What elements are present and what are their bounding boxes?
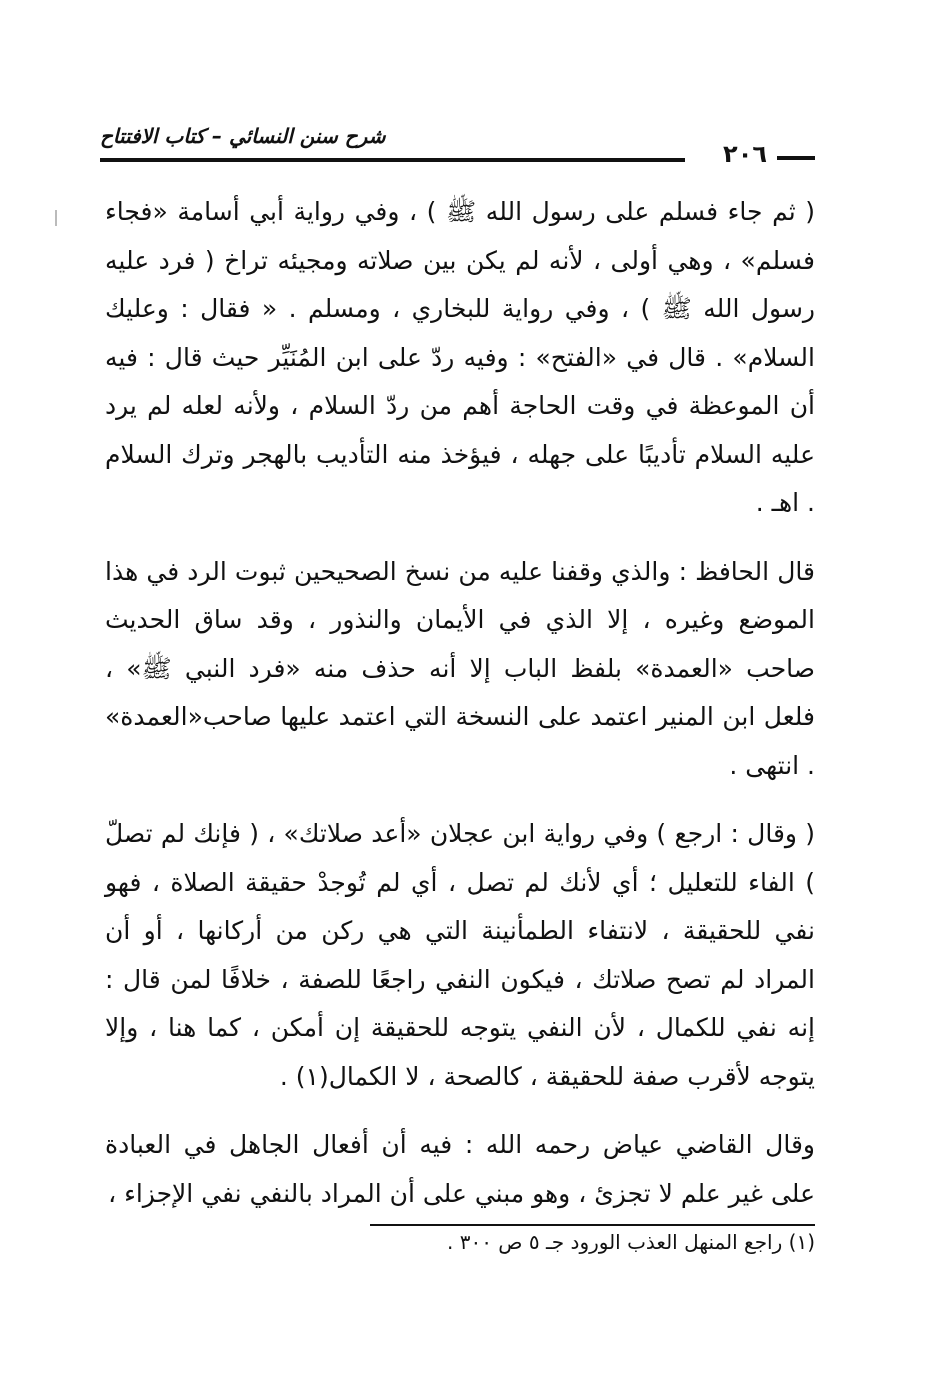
paragraph-1: ( ثم جاء فسلم على رسول الله ﷺ ) ، وفي رواية أبي أسامة «فجاء فسلم» ، وهي أولى ، لأنه لم يكن بين صلاته ومجيئه تراخ ( فرد عليه رسول الله ﷺ ) ، وفي رواية للبخاري ، ومسلم . « فقال : وعليك السلام» . قال في «الفتح» : وفيه ردّ على ابن المُنَيِّر حيث قال : فيه أن الموعظة في وقت الحاجة أهم من ردّ السلام ، ولأنه لعله لم يرد عليه السلام تأديبًا على جهله ، فيؤخذ منه التأديب بالهجر وترك السلام . اهـ . <box>105 197 815 517</box>
page-header <box>100 122 815 168</box>
running-title: شرح سنن النسائي – كتاب الافتتاح <box>100 124 386 148</box>
paragraph-3: ( وقال : ارجع ) وفي رواية ابن عجلان «أعد صلاتك» ، ( فإنك لم تصلّ ) الفاء للتعليل ؛ أي لأنك لم تصل ، أي لم تُوجدْ حقيقة الصلاة ، فهو نفي للحقيقة ، لانتفاء الطمأنينة التي هي ركن من أركانها ، أو أن المراد لم تصح صلاتك ، فيكون النفي راجعًا للصفة ، خلافًا لمن قال : إنه نفي للكمال ، لأن النفي يتوجه للحقيقة إن أمكن ، كما هنا ، وإلا يتوجه لأقرب صفة للحقيقة ، كالصحة ، لا الكمال(١) . <box>105 819 815 1091</box>
paragraph-4: وقال القاضي عياض رحمه الله : فيه أن أفعال الجاهل في العبادة على غير علم لا تجزئ ، وهو مبني على أن المراد بالنفي نفي الإجزاء ، <box>105 1130 815 1208</box>
footnote: (١) راجع المنهل العذب الورود جـ ٥ ص ٣٠٠ . <box>446 1230 815 1254</box>
footnote-rule <box>370 1224 815 1226</box>
header-rule <box>100 158 685 162</box>
page-number: ٢٠٦ <box>723 140 767 168</box>
scan-edge-mark <box>55 210 57 226</box>
body-text <box>105 188 815 1218</box>
page-number-dash <box>777 156 815 160</box>
paragraph-2: قال الحافظ : والذي وقفنا عليه من نسخ الصحيحين ثبوت الرد في هذا الموضع وغيره ، إلا الذي في الأيمان والنذور ، وقد ساق الحديث صاحب «العمدة» بلفظ الباب إلا أنه حذف منه «فرد النبي ﷺ» ، فلعل ابن المنير اعتمد على النسخة التي اعتمد عليها صاحب«العمدة» . انتهى . <box>105 556 815 780</box>
